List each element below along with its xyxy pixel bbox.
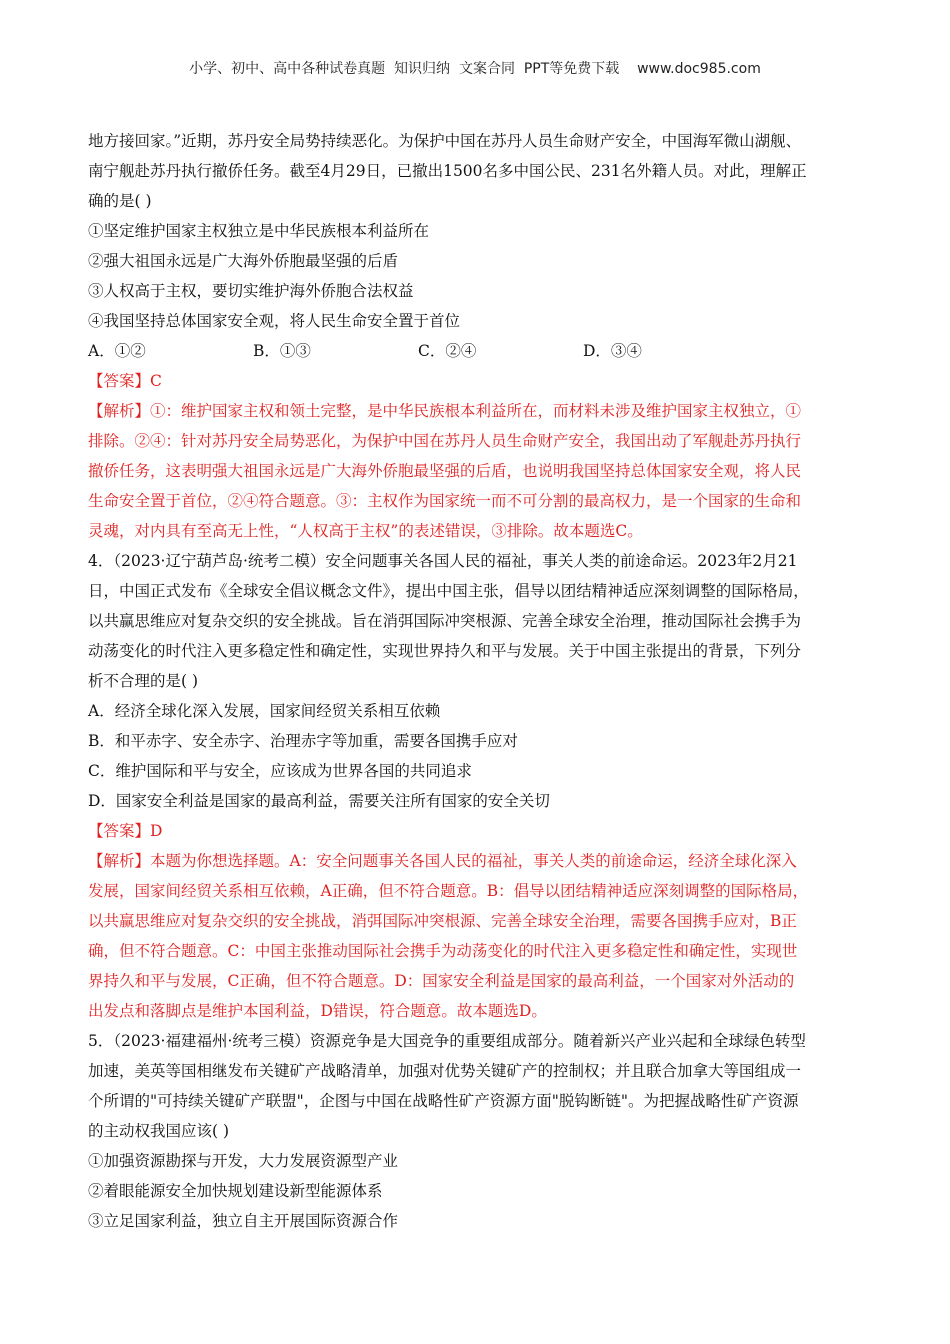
option-b: B．和平赤字、安全赤字、治理赤字等加重，需要各国携手应对 [88, 732, 518, 750]
question-stem-line: 析不合理的是( ) [88, 672, 199, 690]
question-stem-line: 4．（2023·辽宁葫芦岛·统考二模）安全问题事关各国人民的福祉，事关人类的前途命运。2023年2月21 [88, 552, 798, 570]
answer-label: 【答案】C [88, 372, 162, 390]
statement-item: ①加强资源勘探与开发，大力发展资源型产业 [88, 1152, 399, 1170]
statement-item: ①坚定维护国家主权独立是中华民族根本利益所在 [88, 222, 430, 240]
analysis-line: 灵魂，对内具有至高无上性，“人权高于主权”的表述错误，③排除。故本题选C。 [88, 522, 643, 540]
analysis-line: 确，但不符合题意。C：中国主张推动国际社会携手为动荡变化的时代注入更多稳定性和确定性，实现世 [88, 942, 798, 960]
question-stem-line: 地方接回家。”近期，苏丹安全局势持续恶化。为保护中国在苏丹人员生命财产安全，中国海军微山湖舰、 [88, 132, 802, 150]
analysis-line: 【解析】①：维护国家主权和领土完整，是中华民族根本利益所在，而材料未涉及维护国家主权独立，① [88, 402, 802, 420]
answer-label: 【答案】D [88, 822, 163, 840]
statement-item: ②着眼能源安全加快规划建设新型能源体系 [88, 1182, 383, 1200]
analysis-line: 排除。②④：针对苏丹安全局势恶化，为保护中国在苏丹人员生命财产安全，我国出动了军舰赴苏丹执行 [88, 432, 802, 450]
analysis-line: 撤侨任务，这表明强大祖国永远是广大海外侨胞最坚强的后盾，也说明我国坚持总体国家安全观，将人民 [88, 462, 802, 480]
question-stem-line: 日，中国正式发布《全球安全倡议概念文件》，提出中国主张，倡导以团结精神适应深刻调整的国际格局， [88, 582, 809, 600]
question-stem-line: 个所谓的"可持续关键矿产联盟"，企图与中国在战略性矿产资源方面"脱钩断链"。为把握战略性矿产资源 [88, 1092, 799, 1110]
analysis-line: 【解析】本题为你想选择题。A：安全问题事关各国人民的福祉，事关人类的前途命运，经济全球化深入 [88, 852, 797, 870]
option-b: B．①③ [253, 342, 311, 360]
statement-item: ③人权高于主权，要切实维护海外侨胞合法权益 [88, 282, 414, 300]
analysis-line: 发展，国家间经贸关系相互依赖，A正确，但不符合题意。B：倡导以团结精神适应深刻调整的国际格局， [88, 882, 809, 900]
answer-options [88, 336, 878, 366]
question-stem-line: 加速，美英等国相继发布关键矿产战略清单，加强对优势关键矿产的控制权；并且联合加拿大等国组成一 [88, 1062, 802, 1080]
question-3 [88, 126, 878, 546]
analysis-line: 界持久和平与发展，C正确，但不符合题意。D：国家安全利益是国家的最高利益，一个国家对外活动的 [88, 972, 795, 990]
question-stem-line: 的主动权我国应该( ) [88, 1122, 230, 1140]
option-c: C．②④ [418, 342, 477, 360]
question-stem-line: 动荡变化的时代注入更多稳定性和确定性，实现世界持久和平与发展。关于中国主张提出的背景，下列分 [88, 642, 802, 660]
question-stem-line: 南宁舰赴苏丹执行撤侨任务。截至4月29日，已撤出1500名多中国公民、231名外籍人员。对此，理解正 [88, 162, 807, 180]
question-stem-line: 5．（2023·福建福州·统考三模）资源竞争是大国竞争的重要组成部分。随着新兴产业兴起和全球绿色转型 [88, 1032, 806, 1050]
question-4 [88, 546, 878, 1026]
question-5 [88, 1026, 878, 1236]
document-body [88, 126, 878, 1236]
statement-item: ④我国坚持总体国家安全观，将人民生命安全置于首位 [88, 312, 461, 330]
question-stem-line: 确的是( ) [88, 192, 152, 210]
analysis-line: 出发点和落脚点是维护本国利益，D错误，符合题意。故本题选D。 [88, 1002, 547, 1020]
option-d: D．③④ [583, 342, 642, 360]
option-d: D．国家安全利益是国家的最高利益，需要关注所有国家的安全关切 [88, 792, 550, 810]
statement-item: ②强大祖国永远是广大海外侨胞最坚强的后盾 [88, 252, 399, 270]
analysis-line: 生命安全置于首位，②④符合题意。③：主权作为国家统一而不可分割的最高权力，是一个国家的生命和 [88, 492, 802, 510]
page-header: 小学、初中、高中各种试卷真题 知识归纳 文案合同 PPT等免费下载 www.doc985.com [189, 61, 761, 77]
question-stem-line: 以共赢思维应对复杂交织的安全挑战。旨在消弭国际冲突根源、完善全球安全治理，推动国际社会携手为 [88, 612, 802, 630]
option-a: A．①② [88, 342, 146, 360]
option-a: A．经济全球化深入发展，国家间经贸关系相互依赖 [88, 702, 441, 720]
statement-item: ③立足国家利益，独立自主开展国际资源合作 [88, 1212, 399, 1230]
option-c: C．维护国际和平与安全，应该成为世界各国的共同追求 [88, 762, 472, 780]
analysis-line: 以共赢思维应对复杂交织的安全挑战，消弭国际冲突根源、完善全球安全治理，需要各国携手应对，B正 [88, 912, 797, 930]
